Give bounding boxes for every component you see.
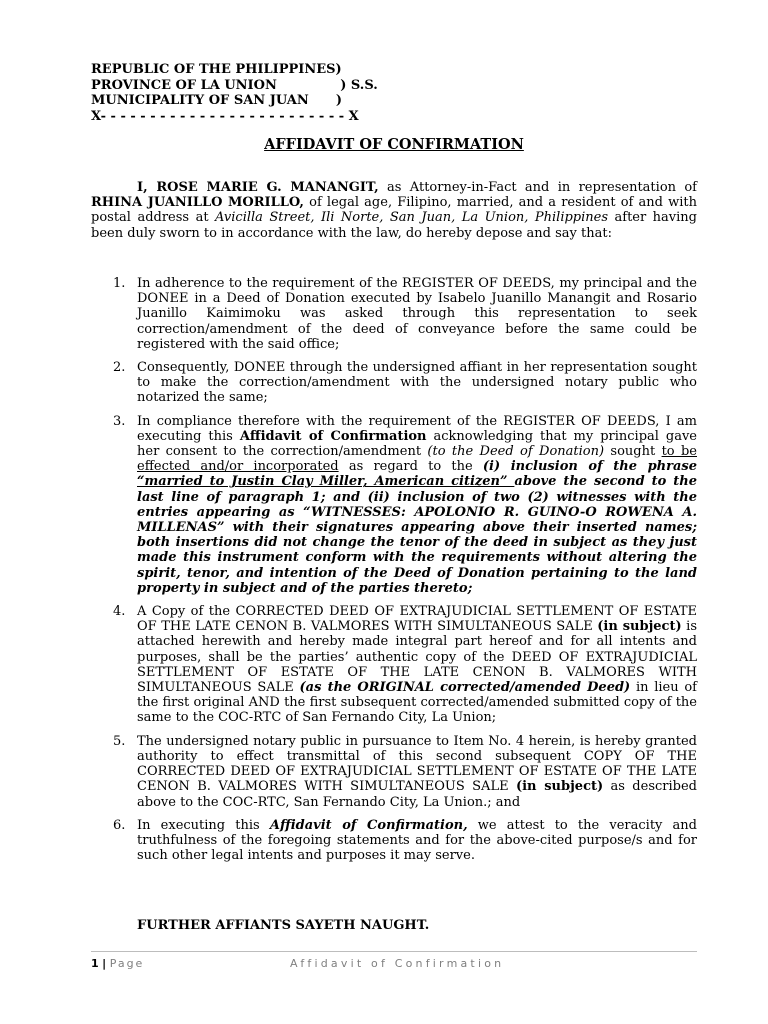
statement-text: In compliance therefore with the requirement of the REGISTER OF DEEDS, I am executing this <box>137 413 697 444</box>
affidavit-reference: Affidavit of Confirmation <box>239 428 427 444</box>
document-title: AFFIDAVIT OF CONFIRMATION <box>264 136 524 153</box>
page-number: 1 <box>91 957 99 970</box>
statement-1 <box>91 276 697 352</box>
intro-paragraph <box>91 180 697 241</box>
statement-number: 6. <box>113 817 126 833</box>
in-subject-label: (in subject) <box>515 779 604 795</box>
inserted-phrase: “married to Justin Clay Miller, American citizen” <box>137 474 515 490</box>
statement-text: A Copy of the CORRECTED DEED OF EXTRAJUDICIAL SETTLEMENT OF ESTATE OF THE LATE CENON B. VALMORES WITH SIMULTANEOUS SALE <box>137 604 697 635</box>
affidavit-reference: Affidavit of Confirmation, <box>269 817 468 833</box>
statement-text: as regard to the <box>338 459 483 475</box>
intro-text-3: after having been duly sworn to in accordance with the law, do hereby depose and say that: <box>91 210 698 241</box>
closing-statement: FURTHER AFFIANTS SAYETH NAUGHT. <box>137 918 430 933</box>
caption-municipality: MUNICIPALITY OF SAN JUAN ) <box>91 93 343 108</box>
caption-province: PROVINCE OF LA UNION ) S.S. <box>91 77 378 93</box>
principal-name: RHINA JUANILLO MORILLO, <box>91 195 304 211</box>
postal-address: Avicilla Street, Ili Norte, San Juan, La Union, Philippines <box>215 210 609 226</box>
statement-text: Consequently, DONEE through the undersigned affiant in her representation sought to make the correction/amendment with the undersigned notary public who notarized the same; <box>137 360 697 406</box>
footer-document-title: Affidavit of Confirmation <box>290 957 505 970</box>
page-footer <box>91 956 505 971</box>
statement-text: is attached herewith and hereby made integral part hereof and for all intents and purposes, shall be the parties’ authentic copy of the DEED OF EXTRAJUDICIAL SETTLEMENT OF ESTATE OF THE LATE CENON B. VALMORES WITH SIMULTANEOUS SALE <box>137 619 697 696</box>
inclusion-clause: (i) inclusion of the phrase <box>482 459 697 475</box>
underlined-phrase: to be effected and/or incorporated <box>137 444 697 475</box>
statement-number: 5. <box>113 733 126 749</box>
statement-text: The undersigned notary public in pursuance to Item No. 4 herein, is hereby granted authority to effect transmittal of this second subsequent COPY OF THE CORRECTED DEED OF EXTRAJUDICIAL SETTLEMENT OF ESTATE OF THE LATE CENON B. VALMORES WITH SIMULTANEOUS SALE <box>137 733 697 795</box>
footer-divider <box>91 951 697 952</box>
caption-x-line: X- - - - - - - - - - - - - - - - - - - - - - - - - X <box>91 108 359 124</box>
statement-text: as described above to the COC-RTC, San Fernando City, La Union.; and <box>137 779 697 810</box>
intro-text-1: as Attorney-in-Fact and in representation of <box>378 180 697 195</box>
statement-2 <box>91 360 697 406</box>
caption-republic: REPUBLIC OF THE PHILIPPINES) <box>91 62 342 77</box>
statement-number: 3. <box>113 413 126 429</box>
page-label: Page <box>109 957 145 970</box>
statement-4 <box>91 604 697 726</box>
numbered-statements <box>91 276 697 871</box>
statement-number: 1. <box>113 276 126 291</box>
original-deed-note: (as the ORIGINAL corrected/amended Deed) <box>299 680 631 696</box>
in-subject-label: (in subject) <box>597 619 682 635</box>
statement-5 <box>91 734 697 810</box>
statement-text: we attest to the veracity and truthfulness of the foregoing statements and for the above-cited purpose/s and for such other legal intents and purposes it may serve. <box>137 817 698 864</box>
deed-reference: (to the Deed of Donation) <box>427 444 605 460</box>
statement-number: 2. <box>113 360 126 376</box>
inclusion-clause-rest: above the second to the last line of paragraph 1; and (ii) inclusion of two (2) witnesses with the entries appearing as “WITNESSES: APOLONIO R. GUINO-O ROWENA A. MILLENAS” with their signatures appearing above their inserted names; both insertions did not change the tenor of the deed in subject as they just made this instrument conform with the requirements without altering the spirit, tenor, and intention of the Deed of Donation pertaining to the land property in subject and of the parties thereto; <box>137 474 697 596</box>
statement-text: In executing this <box>137 817 270 833</box>
statement-text: In adherence to the requirement of the REGISTER OF DEEDS, my principal and the DONEE in a Deed of Donation executed by Isabelo Juanillo Manangit and Rosario Juanillo Kaimimoku was asked through this representation to seek correction/amendment of the deed of conveyance before the same could be registered with the said office; <box>137 276 697 352</box>
affiant-name: I, ROSE MARIE G. MANANGIT, <box>137 180 379 195</box>
footer-separator: | <box>102 957 107 970</box>
statement-3 <box>91 414 697 596</box>
intro-text-2: of legal age, Filipino, married, and a resident of and with postal address at <box>91 195 697 226</box>
statement-number: 4. <box>113 604 126 620</box>
statement-text: sought <box>604 444 662 460</box>
statement-6 <box>91 818 697 864</box>
statement-text: acknowledging that my principal gave her consent to the correction/amendment <box>137 428 697 460</box>
venue-caption <box>91 62 378 124</box>
statement-text: in lieu of the first original AND the first subsequent corrected/amended submitted copy of the same to the COC-RTC of San Fernando City, La Union; <box>137 680 697 726</box>
